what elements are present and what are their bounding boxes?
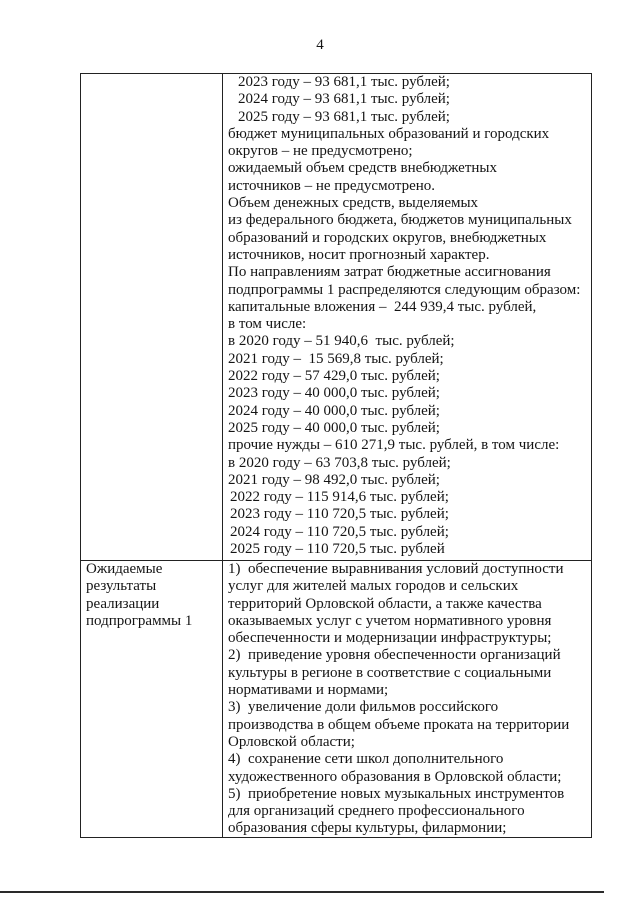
- result-line: для организаций среднего профессионального: [228, 803, 525, 820]
- result-line: территорий Орловской области, а также качества: [228, 595, 542, 612]
- page-number: 4: [316, 37, 324, 53]
- budget-line: в 2020 году – 51 940,6 тыс. рублей;: [228, 333, 455, 350]
- budget-line: 2024 году – 93 681,1 тыс. рублей;: [238, 91, 450, 108]
- result-line: оказываемых услуг с учетом нормативного уровня: [228, 612, 552, 629]
- budget-line: бюджет муниципальных образований и городских: [228, 125, 550, 142]
- budget-line: в 2020 году – 63 703,8 тыс. рублей;: [228, 454, 451, 471]
- passport-table: [80, 73, 592, 838]
- result-line: 3) увеличение доли фильмов российского: [228, 699, 499, 716]
- result-line: 1) обеспечение выравнивания условий доступности: [228, 561, 564, 577]
- budget-line: капитальные вложения – 244 939,4 тыс. рублей,: [228, 298, 537, 315]
- budget-line: округов – не предусмотрено;: [228, 143, 413, 160]
- budget-line: 2023 году – 110 720,5 тыс. рублей;: [230, 506, 449, 523]
- budget-line: 2023 году – 93 681,1 тыс. рублей;: [238, 74, 450, 90]
- budget-line: 2023 году – 40 000,0 тыс. рублей;: [228, 385, 440, 402]
- budget-line: ожидаемый объем средств внебюджетных: [228, 160, 497, 177]
- budget-line: источников, носит прогнозный характер.: [228, 246, 490, 263]
- budget-line: 2025 году – 110 720,5 тыс. рублей: [230, 541, 445, 558]
- row-label-line: реализации: [86, 595, 160, 612]
- result-line: 4) сохранение сети школ дополнительного: [228, 751, 504, 768]
- scan-edge-line: [0, 891, 604, 893]
- budget-line: 2024 году – 110 720,5 тыс. рублей;: [230, 523, 449, 540]
- expected-results-cell: [228, 561, 569, 838]
- result-line: нормативами и нормами;: [228, 682, 389, 699]
- budget-line: 2021 году – 98 492,0 тыс. рублей;: [228, 471, 440, 488]
- budget-line: 2025 году – 93 681,1 тыс. рублей;: [238, 108, 450, 125]
- result-line: образования сферы культуры, филармонии;: [228, 820, 507, 837]
- row-label-line: результаты: [86, 578, 157, 595]
- budget-line: 2024 году – 40 000,0 тыс. рублей;: [228, 402, 440, 419]
- result-line: культуры в регионе в соответствие с социальными: [228, 664, 552, 681]
- result-line: 5) приобретение новых музыкальных инструментов: [228, 785, 565, 802]
- budget-line: образований и городских округов, внебюджетных: [228, 229, 547, 246]
- budget-line: из федерального бюджета, бюджетов муниципальных: [228, 212, 572, 229]
- budget-line: подпрограммы 1 распределяются следующим образом:: [228, 281, 581, 298]
- result-line: услуг для жителей малых городов и сельских: [228, 578, 519, 595]
- budget-line: прочие нужды – 610 271,9 тыс. рублей, в том числе:: [228, 437, 560, 454]
- result-line: 2) приведение уровня обеспеченности организаций: [228, 647, 561, 664]
- result-line: Орловской области;: [228, 733, 355, 750]
- budget-allocation-cell: [228, 74, 580, 558]
- budget-line: источников – не предусмотрено.: [228, 177, 436, 194]
- budget-line: Объем денежных средств, выделяемых: [228, 195, 479, 212]
- result-line: художественного образования в Орловской области;: [228, 768, 562, 785]
- column-divider: [222, 74, 223, 837]
- row-label-line: подпрограммы 1: [86, 612, 193, 629]
- budget-line: 2022 году – 57 429,0 тыс. рублей;: [228, 368, 440, 385]
- budget-line: 2025 году – 40 000,0 тыс. рублей;: [228, 419, 440, 436]
- result-line: производства в общем объеме проката на территории: [228, 716, 570, 733]
- budget-line: в том числе:: [228, 316, 307, 333]
- row-label-line: Ожидаемые: [86, 561, 163, 577]
- result-line: обеспеченности и модернизации инфраструктуры;: [228, 630, 552, 647]
- expected-results-label-cell: [86, 561, 192, 630]
- budget-line: 2022 году – 115 914,6 тыс. рублей;: [230, 489, 449, 506]
- budget-line: 2021 году – 15 569,8 тыс. рублей;: [228, 350, 444, 367]
- budget-line: По направлениям затрат бюджетные ассигнования: [228, 264, 551, 281]
